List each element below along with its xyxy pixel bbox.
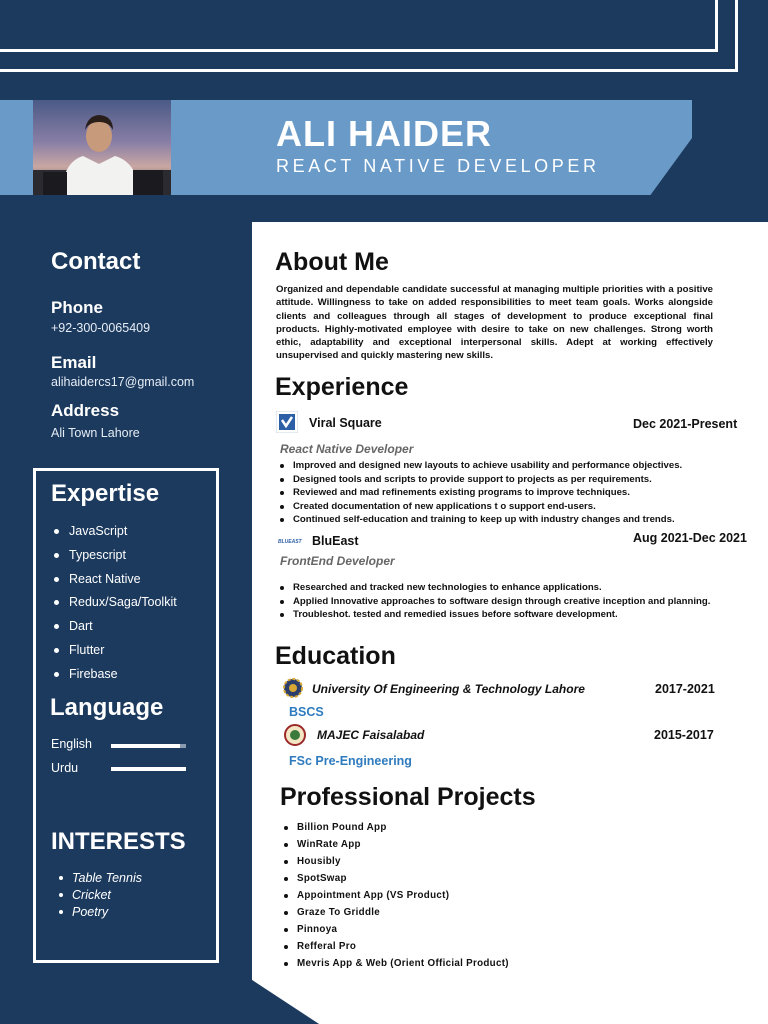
list-item: Table Tennis [58, 870, 142, 887]
email-value: alihaidercs17@gmail.com [51, 375, 195, 389]
about-heading: About Me [275, 248, 389, 276]
email-label: Email [51, 353, 97, 372]
projects-heading: Professional Projects [280, 783, 536, 811]
language-english: English [51, 737, 92, 751]
list-item: Dart [52, 616, 177, 640]
job-2-company: BluEast [312, 534, 359, 548]
language-english-bar [111, 744, 186, 748]
list-item: Continued self-education and training to keep up with industry changes and trends. [276, 513, 736, 527]
job-2-role: FrontEnd Developer [280, 554, 395, 568]
list-item: Graze To Griddle [282, 906, 509, 923]
person-avatar-icon [33, 100, 171, 195]
projects-list [282, 821, 509, 974]
language-heading: Language [50, 694, 164, 721]
job-2-bullets [276, 581, 732, 622]
profile-photo [33, 100, 171, 195]
list-item: Researched and tracked new technologies to enhance applications. [276, 581, 732, 595]
list-item: Designed tools and scripts to provide support to projects as per requirements. [276, 473, 736, 487]
job-1-dates: Dec 2021-Present [633, 417, 738, 431]
interests-heading: INTERESTS [51, 828, 186, 855]
expertise-heading: Expertise [51, 480, 160, 507]
list-item: Reviewed and mad refinements existing programs to improve techniques. [276, 486, 736, 500]
list-item: WinRate App [282, 838, 509, 855]
list-item: React Native [52, 569, 177, 593]
list-item: Typescript [52, 545, 177, 569]
experience-heading: Experience [275, 373, 409, 401]
blueast-logo-text: BLUEAST [278, 539, 302, 545]
contact-heading: Contact [51, 248, 141, 275]
address-value: Ali Town Lahore [51, 426, 140, 440]
list-item: Appointment App (VS Product) [282, 889, 509, 906]
uet-gear-logo-icon [282, 677, 304, 699]
frame-line-inner-h [0, 49, 718, 52]
phone-label: Phone [51, 298, 103, 317]
language-urdu-fill [111, 767, 186, 771]
list-item: Firebase [52, 664, 177, 688]
list-item: SpotSwap [282, 872, 509, 889]
list-item: Redux/Saga/Toolkit [52, 592, 177, 616]
list-item: Refferal Pro [282, 940, 509, 957]
about-text: Organized and dependable candidate successful at managing multiple priorities with a positive attitude. Willingness to take on added responsibilities to meet team goals. Works alongside clients and colleagues through all stages of development to produce exceptional final products. Highly-motivated employee with desire to take on new challenges. Strong worth ethic, adaptability and exceptional interpersonal skills. Adept at working effectively unsupervised and quickly mastering new skills. [276, 284, 713, 362]
list-item: Housibly [282, 855, 509, 872]
edu-1-institution: University Of Engineering & Technology Lahore [312, 682, 585, 696]
address-label: Address [51, 401, 120, 420]
list-item: Cricket [58, 887, 142, 904]
candidate-name: ALI HAIDER [276, 113, 492, 154]
list-item: JavaScript [52, 521, 177, 545]
list-item: Applied Innovative approaches to software design through creative inception and planning. [276, 595, 732, 609]
frame-line-inner-v [715, 0, 718, 52]
language-urdu: Urdu [51, 761, 79, 775]
interests-list [58, 870, 142, 920]
language-english-fill [111, 744, 180, 748]
viral-square-logo-icon [276, 411, 298, 433]
list-item: Created documentation of new applications t o support end-users. [276, 500, 736, 514]
list-item: Mevris App & Web (Orient Official Product) [282, 957, 509, 974]
list-item: Poetry [58, 904, 142, 921]
frame-line-outer-v [735, 0, 738, 72]
list-item: Billion Pound App [282, 821, 509, 838]
blueast-logo [278, 537, 308, 547]
edu-1-years: 2017-2021 [655, 682, 715, 696]
education-heading: Education [275, 642, 396, 670]
majec-seal-logo-icon [283, 724, 307, 746]
phone-value: +92-300-0065409 [51, 321, 151, 335]
edu-2-institution: MAJEC Faisalabad [317, 728, 425, 742]
job-2-dates: Aug 2021-Dec 2021 [633, 531, 747, 545]
list-item: Pinnoya [282, 923, 509, 940]
candidate-title: REACT NATIVE DEVELOPER [276, 156, 600, 176]
list-item: Flutter [52, 640, 177, 664]
job-1-company: Viral Square [309, 416, 382, 430]
job-1-bullets [276, 459, 736, 527]
edu-2-degree: FSc Pre-Engineering [289, 754, 412, 768]
job-1-role: React Native Developer [280, 442, 414, 456]
expertise-list [52, 521, 177, 688]
list-item: Troubleshot. tested and remedied issues before software development. [276, 608, 732, 622]
language-urdu-bar [111, 767, 186, 771]
edu-1-degree: BSCS [289, 705, 324, 719]
edu-2-years: 2015-2017 [654, 728, 714, 742]
frame-line-outer-h [0, 69, 738, 72]
list-item: Improved and designed new layouts to achieve usability and performance objectives. [276, 459, 736, 473]
